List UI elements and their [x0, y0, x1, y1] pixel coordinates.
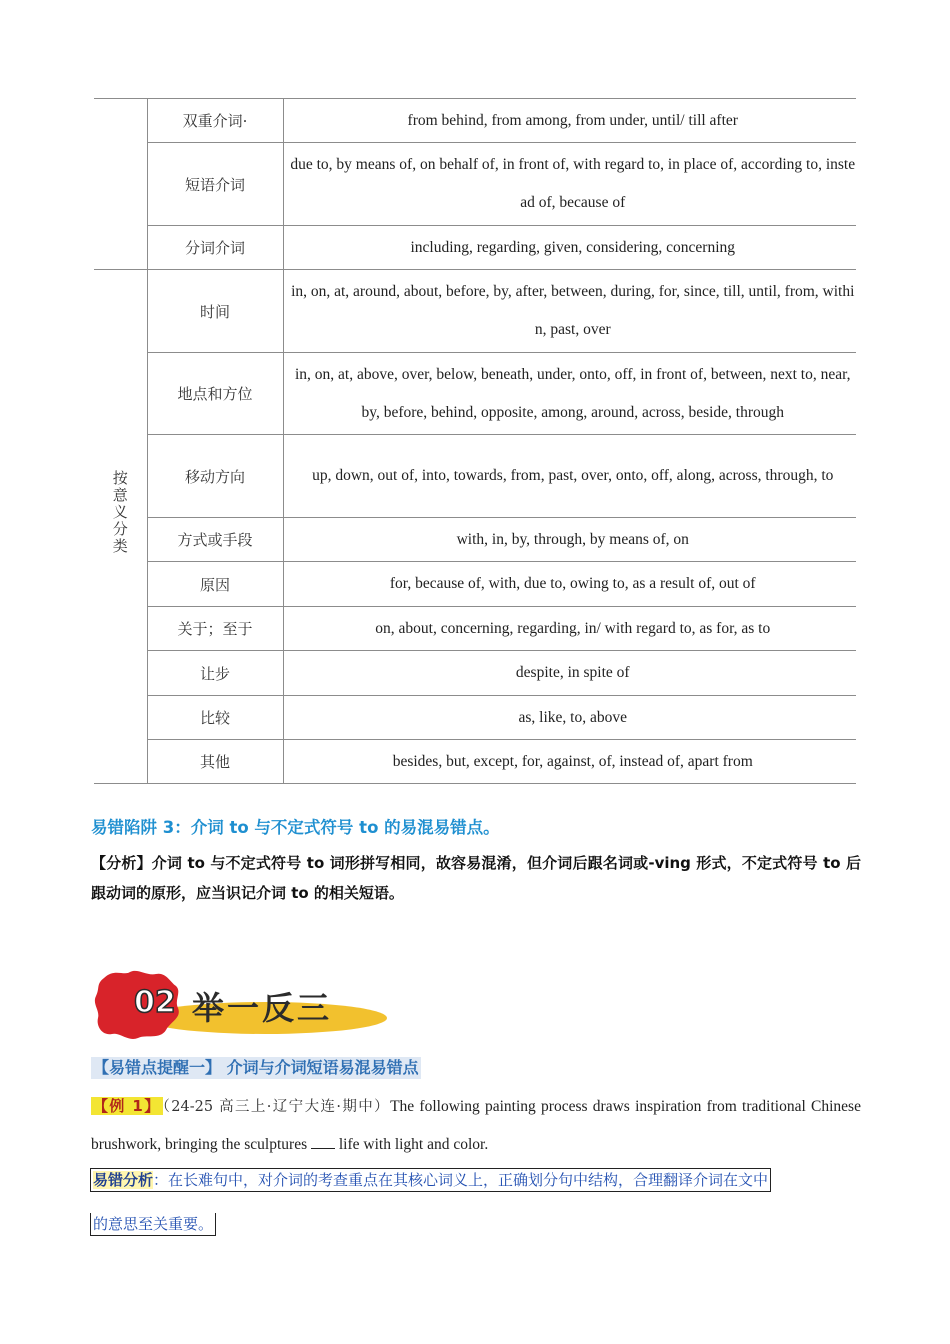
- words-cell: as, like, to, above: [283, 696, 856, 740]
- section-number: 02: [134, 985, 176, 1020]
- error-analysis-text-1: ：在长难句中，对介词的考查重点在其核心词义上，正确划分句中结构，合理翻译介词在文中: [153, 1171, 769, 1189]
- words-cell: including, regarding, given, considering, concerning: [283, 226, 856, 270]
- words-cell: on, about, concerning, regarding, in/ with regard to, as for, as to: [283, 607, 856, 651]
- table-row: [94, 562, 856, 607]
- words-cell: in, on, at, above, over, below, beneath, under, onto, off, in front of, between, next to, near, by, before, behind, opposite, among, around, across, beside, through: [283, 353, 856, 435]
- category-cell: 让步: [147, 651, 283, 696]
- category-cell: 比较: [147, 696, 283, 740]
- group-label: 按意义分类: [112, 468, 128, 555]
- category-cell: 方式或手段: [147, 518, 283, 562]
- group-cell-structure: [94, 99, 147, 270]
- trap-title: 易错陷阱 3：介词 to 与不定式符号 to 的易混易错点。: [91, 818, 500, 837]
- table-row: [94, 226, 856, 270]
- words-cell: in, on, at, around, about, before, by, after, between, during, for, since, till, until, from, within, past, over: [283, 270, 856, 353]
- error-analysis-line-1: [90, 1168, 771, 1192]
- table-row: [94, 143, 856, 226]
- table-row: [94, 270, 856, 353]
- words-cell: with, in, by, through, by means of, on: [283, 518, 856, 562]
- words-cell: due to, by means of, on behalf of, in front of, with regard to, in place of, according to, instead of, because of: [283, 143, 856, 226]
- table-row: [94, 607, 856, 651]
- error-analysis-box: [90, 1162, 862, 1243]
- category-cell: 地点和方位: [147, 353, 283, 435]
- category-cell: 分词介词: [147, 226, 283, 270]
- table-row: [94, 353, 856, 435]
- category-cell: 其他: [147, 740, 283, 784]
- example-text-after: life with light and color.: [338, 1136, 489, 1153]
- table-row: [94, 740, 856, 784]
- words-cell: despite, in spite of: [283, 651, 856, 696]
- error-reminder-heading: 【易错点提醒一】 介词与介词短语易混易错点: [93, 1058, 419, 1077]
- table-row: [94, 651, 856, 696]
- answer-blank: [311, 1134, 335, 1149]
- trap-analysis: 【分析】介词 to 与不定式符号 to 词形拼写相同，故容易混淆，但介词后跟名词或-ving 形式，不定式符号 to 后跟动词的原形，应当识记介词 to 的相关短语。: [91, 854, 861, 902]
- example-source: （24-25 高三上·辽宁大连·期中）: [162, 1099, 391, 1115]
- section-title: 举一反三: [192, 989, 333, 1027]
- example-question: [91, 1087, 861, 1164]
- preposition-table: [94, 98, 856, 784]
- category-cell: 关于；至于: [147, 607, 283, 651]
- group-cell-meaning: [94, 270, 147, 784]
- category-cell: 短语介词: [147, 143, 283, 226]
- table-row: [94, 518, 856, 562]
- example-tag: 【例 1】: [93, 1097, 161, 1115]
- words-cell: up, down, out of, into, towards, from, past, over, onto, off, along, across, through, to: [283, 435, 856, 518]
- category-cell: 移动方向: [147, 435, 283, 518]
- category-cell: 双重介词·: [147, 99, 283, 143]
- words-cell: for, because of, with, due to, owing to, as a result of, out of: [283, 562, 856, 607]
- category-cell: 原因: [147, 562, 283, 607]
- category-cell: 时间: [147, 270, 283, 353]
- words-cell: besides, but, except, for, against, of, instead of, apart from: [283, 740, 856, 784]
- words-cell: from behind, from among, from under, until/ till after: [283, 99, 856, 143]
- table-row: [94, 696, 856, 740]
- table-row: [94, 435, 856, 518]
- table-row: [94, 99, 856, 143]
- error-analysis-label: 易错分析: [93, 1171, 154, 1189]
- error-analysis-line-2: 的意思至关重要。: [90, 1213, 216, 1236]
- example-text-before: The following painting process draws inspiration from traditional Chinese brushwork, bringing the sculptures: [91, 1098, 861, 1153]
